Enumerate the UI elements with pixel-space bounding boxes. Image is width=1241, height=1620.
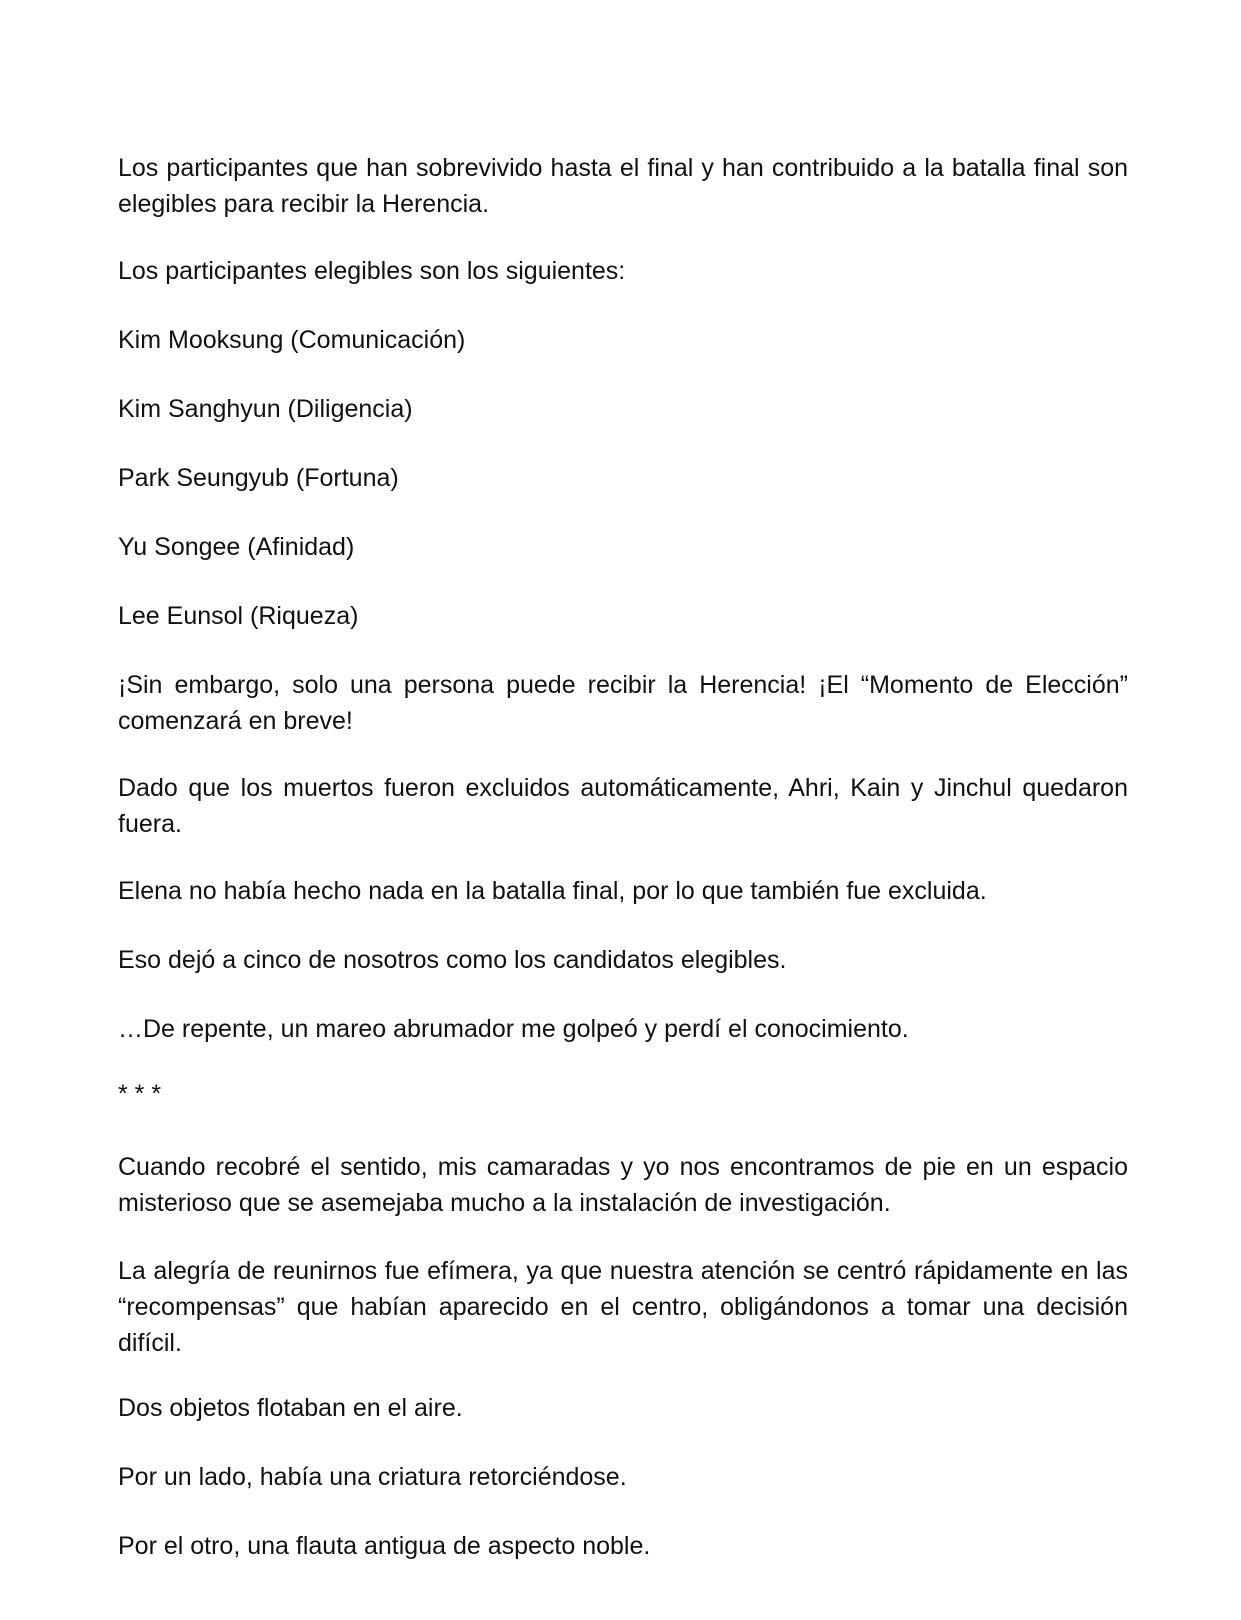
paragraph-creature: Por un lado, había una criatura retorciéndose. [118,1463,627,1491]
list-item-participant: Kim Sanghyun (Diligencia) [118,395,413,423]
list-item-participant: Kim Mooksung (Comunicación) [118,326,466,354]
paragraph-flute: Por el otro, una flauta antigua de aspecto noble. [118,1532,651,1560]
list-item-participant: Yu Songee (Afinidad) [118,533,355,561]
list-item-participant: Park Seungyub (Fortuna) [118,464,399,492]
paragraph-moment-of-choice: ¡Sin embargo, solo una persona puede recibir la Herencia! ¡El “Momento de Elección” comenzará en breve! [118,671,1128,735]
paragraph-eligibility: Los participantes que han sobrevivido hasta el final y han contribuido a la batalla final son elegibles para recibir la Herencia. [118,154,1128,218]
paragraph-regained-senses: Cuando recobré el sentido, mis camaradas y yo nos encontramos de pie en un espacio misterioso que se asemejaba mucho a la instalación de investigación. [118,1153,1128,1217]
paragraph-excluded-dead: Dado que los muertos fueron excluidos automáticamente, Ahri, Kain y Jinchul quedaron fuera. [118,774,1128,838]
paragraph-five-candidates: Eso dejó a cinco de nosotros como los candidatos elegibles. [118,946,787,974]
paragraph-two-objects: Dos objetos flotaban en el aire. [118,1394,463,1422]
section-break: * * * [118,1080,162,1108]
list-item-participant: Lee Eunsol (Riqueza) [118,602,359,630]
paragraph-eligible-list-intro: Los participantes elegibles son los siguientes: [118,257,626,285]
paragraph-lost-consciousness: …De repente, un mareo abrumador me golpeó y perdí el conocimiento. [118,1015,909,1043]
paragraph-elena-excluded: Elena no había hecho nada en la batalla final, por lo que también fue excluida. [118,877,987,905]
paragraph-rewards: La alegría de reunirnos fue efímera, ya que nuestra atención se centró rápidamente en las “recompensas” que habían aparecido en el centro, obligándonos a tomar una decisión difícil. [118,1257,1128,1357]
